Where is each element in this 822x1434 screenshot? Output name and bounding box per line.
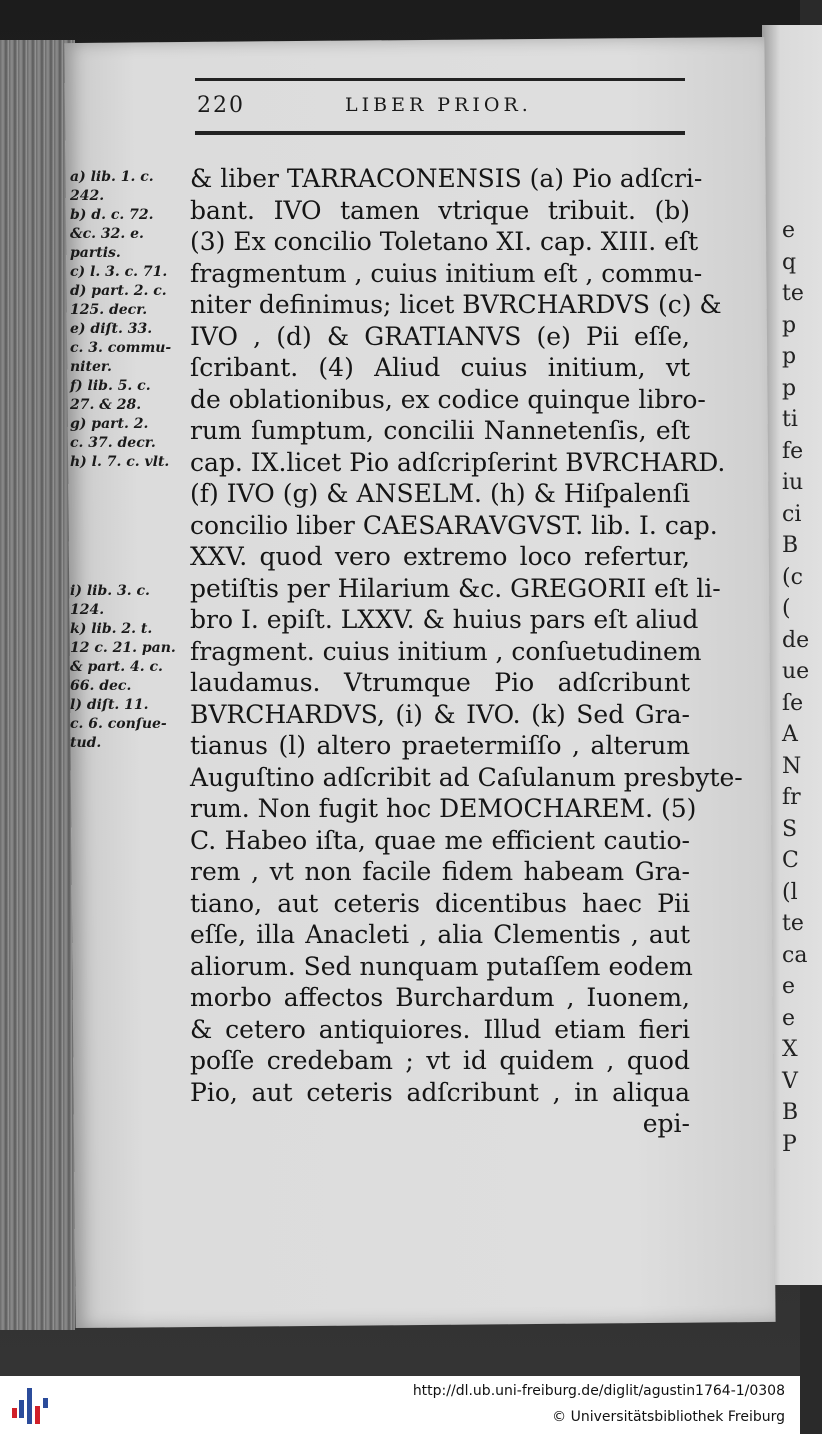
margin-note: partis. [70, 245, 121, 261]
text-line: C. Habeo iſta, quae me efficient cautio- [190, 825, 690, 855]
facing-page-line: A [782, 722, 798, 747]
library-logo-icon [10, 1386, 50, 1426]
margin-notes [70, 168, 190, 753]
book-page-edges [0, 40, 75, 1330]
facing-page-line: de [782, 627, 810, 653]
margin-note: c. 37. decr. [70, 435, 156, 451]
facing-page-line: C [782, 848, 799, 873]
text-line: ſcribant. (4) Aliud cuius initium, vt [190, 353, 690, 382]
page-number: 220 [197, 93, 245, 118]
facing-page-line: ca [782, 942, 808, 968]
facing-page-line: ci [782, 501, 802, 527]
facing-page-line: ſe [782, 690, 804, 716]
margin-note: e) diſt. 33. [70, 321, 153, 337]
text-line: Auguſtino adſcribit ad Caſulanum presbyte- [190, 762, 743, 792]
text-line: petiſtis per Hilarium &c. GREGORII eſt li- [190, 573, 721, 603]
text-line: poſſe credebam ; vt id quidem , quod [190, 1046, 690, 1075]
text-line: rum ſumptum, concilii Nannetenſis, eſt [190, 416, 690, 445]
text-line: cap. IX.licet Pio adſcripſerint BVRCHARD. [190, 447, 726, 477]
facing-page-line: te [782, 281, 804, 306]
margin-note: f) lib. 5. c. [70, 378, 151, 394]
facing-page-line: S [782, 816, 798, 842]
copyright-text: © Universitätsbibliothek Freiburg [552, 1409, 785, 1425]
text-line: (3) Ex concilio Toletano XI. cap. XIII. eſt [190, 227, 699, 256]
facing-page-line: fe [782, 438, 804, 464]
running-head: LIBER PRIOR. [345, 94, 532, 116]
facing-page-line: iu [782, 470, 804, 495]
facing-page-line: q [782, 249, 797, 275]
facing-page-line: e [782, 974, 796, 999]
text-line: tiano, aut ceteris dicentibus haec Pii [190, 888, 690, 918]
text-line: de oblationibus, ex codice quinque libro- [190, 384, 706, 414]
margin-note: h) l. 7. c. vlt. [70, 454, 170, 470]
margin-note: a) lib. 1. c. [70, 169, 154, 185]
margin-note: niter. [70, 359, 112, 375]
facing-page-line: N [782, 753, 802, 779]
facing-page-line: fr [782, 785, 801, 810]
facing-page-line: (l [782, 879, 798, 905]
page-header [195, 78, 685, 135]
margin-note: & part. 4. c. [70, 659, 163, 675]
text-line: niter definimus; licet BVRCHARDVS (c) & [190, 290, 722, 319]
margin-note: tud. [70, 735, 102, 751]
footer-bar [0, 1376, 800, 1434]
margin-note: 124. [70, 602, 105, 618]
facing-page-line: p [782, 375, 797, 401]
facing-page-line: (c [782, 564, 803, 590]
text-line: epi- [642, 1109, 690, 1138]
text-line: rem , vt non facile fidem habeam Gra- [190, 857, 690, 886]
facing-page-line: te [782, 911, 804, 936]
facing-page-line: p [782, 344, 797, 369]
facing-page-line: V [782, 1068, 798, 1094]
margin-note: c. 6. conſue- [70, 716, 167, 732]
main-text-body [190, 163, 743, 1140]
facing-page-line: ( [782, 596, 791, 621]
text-line: BVRCHARDVS, (i) & IVO. (k) Sed Gra- [190, 699, 690, 729]
margin-note: b) d. c. 72. [70, 207, 154, 223]
text-line: & cetero antiquiores. Illud etiam fieri [190, 1014, 690, 1044]
text-line: Pio, aut ceteris adſcribunt , in aliqua [190, 1077, 690, 1107]
text-line: fragmentum , cuius initium eſt , commu- [190, 258, 703, 288]
text-line: morbo affectos Burchardum , Iuonem, [190, 983, 690, 1012]
text-line: (f) IVO (g) & ANSELM. (h) & Hiſpalenſi [190, 479, 690, 508]
margin-note: l) diſt. 11. [70, 697, 149, 713]
text-line: rum. Non fugit hoc DEMOCHAREM. (5) [190, 794, 697, 823]
text-line: bro I. epiſt. LXXV. & huius pars eſt aliud [190, 605, 699, 634]
margin-note: 242. [70, 188, 105, 204]
text-line: IVO , (d) & GRATIANVS (e) Pii eſſe, [190, 321, 690, 351]
margin-note: 125. decr. [70, 302, 148, 318]
text-line: concilio liber CAESARAVGVST. lib. I. cap. [190, 510, 718, 540]
margin-note: g) part. 2. [70, 416, 149, 432]
margin-note: 66. dec. [70, 678, 132, 694]
margin-note: 12 c. 21. pan. [70, 640, 176, 656]
facing-page-line: e [782, 1005, 796, 1031]
margin-note: c) l. 3. c. 71. [70, 264, 168, 280]
facing-page-line: ti [782, 407, 798, 432]
text-line: eſſe, illa Anacleti , alia Clementis , aut [190, 920, 690, 949]
text-line: fragment. cuius initium , conſuetudinem [190, 636, 702, 666]
text-line: tianus (l) altero praetermiſſo , alterum [190, 731, 690, 760]
margin-note: i) lib. 3. c. [70, 583, 150, 599]
facing-page-line: B [782, 1100, 799, 1125]
margin-note: 27. & 28. [70, 397, 142, 413]
margin-note: &c. 32. e. [70, 226, 144, 242]
text-line: laudamus. Vtrumque Pio adſcribunt [190, 668, 690, 697]
facing-page-line: B [782, 533, 799, 558]
margin-note: d) part. 2. c. [70, 283, 167, 299]
facing-page-line: e [782, 218, 796, 243]
text-line: aliorum. Sed nunquam putaſſem eodem [190, 951, 693, 981]
facing-page-line: X [782, 1037, 798, 1062]
facing-page-line: P [782, 1131, 797, 1157]
text-line: XXV. quod vero extremo loco refertur, [190, 542, 690, 571]
facing-page-line: ue [782, 659, 810, 684]
facing-page-line: p [782, 312, 797, 338]
margin-note-spacer [70, 472, 190, 582]
margin-note: c. 3. commu- [70, 340, 172, 356]
text-line: bant. IVO tamen vtrique tribuit. (b) [190, 195, 690, 225]
margin-note: k) lib. 2. t. [70, 621, 153, 637]
source-url-link[interactable]: http://dl.ub.uni-freiburg.de/diglit/agustin1764-1/0308 [412, 1383, 785, 1399]
text-line: & liber TARRACONENSIS (a) Pio adſcri- [190, 164, 703, 193]
